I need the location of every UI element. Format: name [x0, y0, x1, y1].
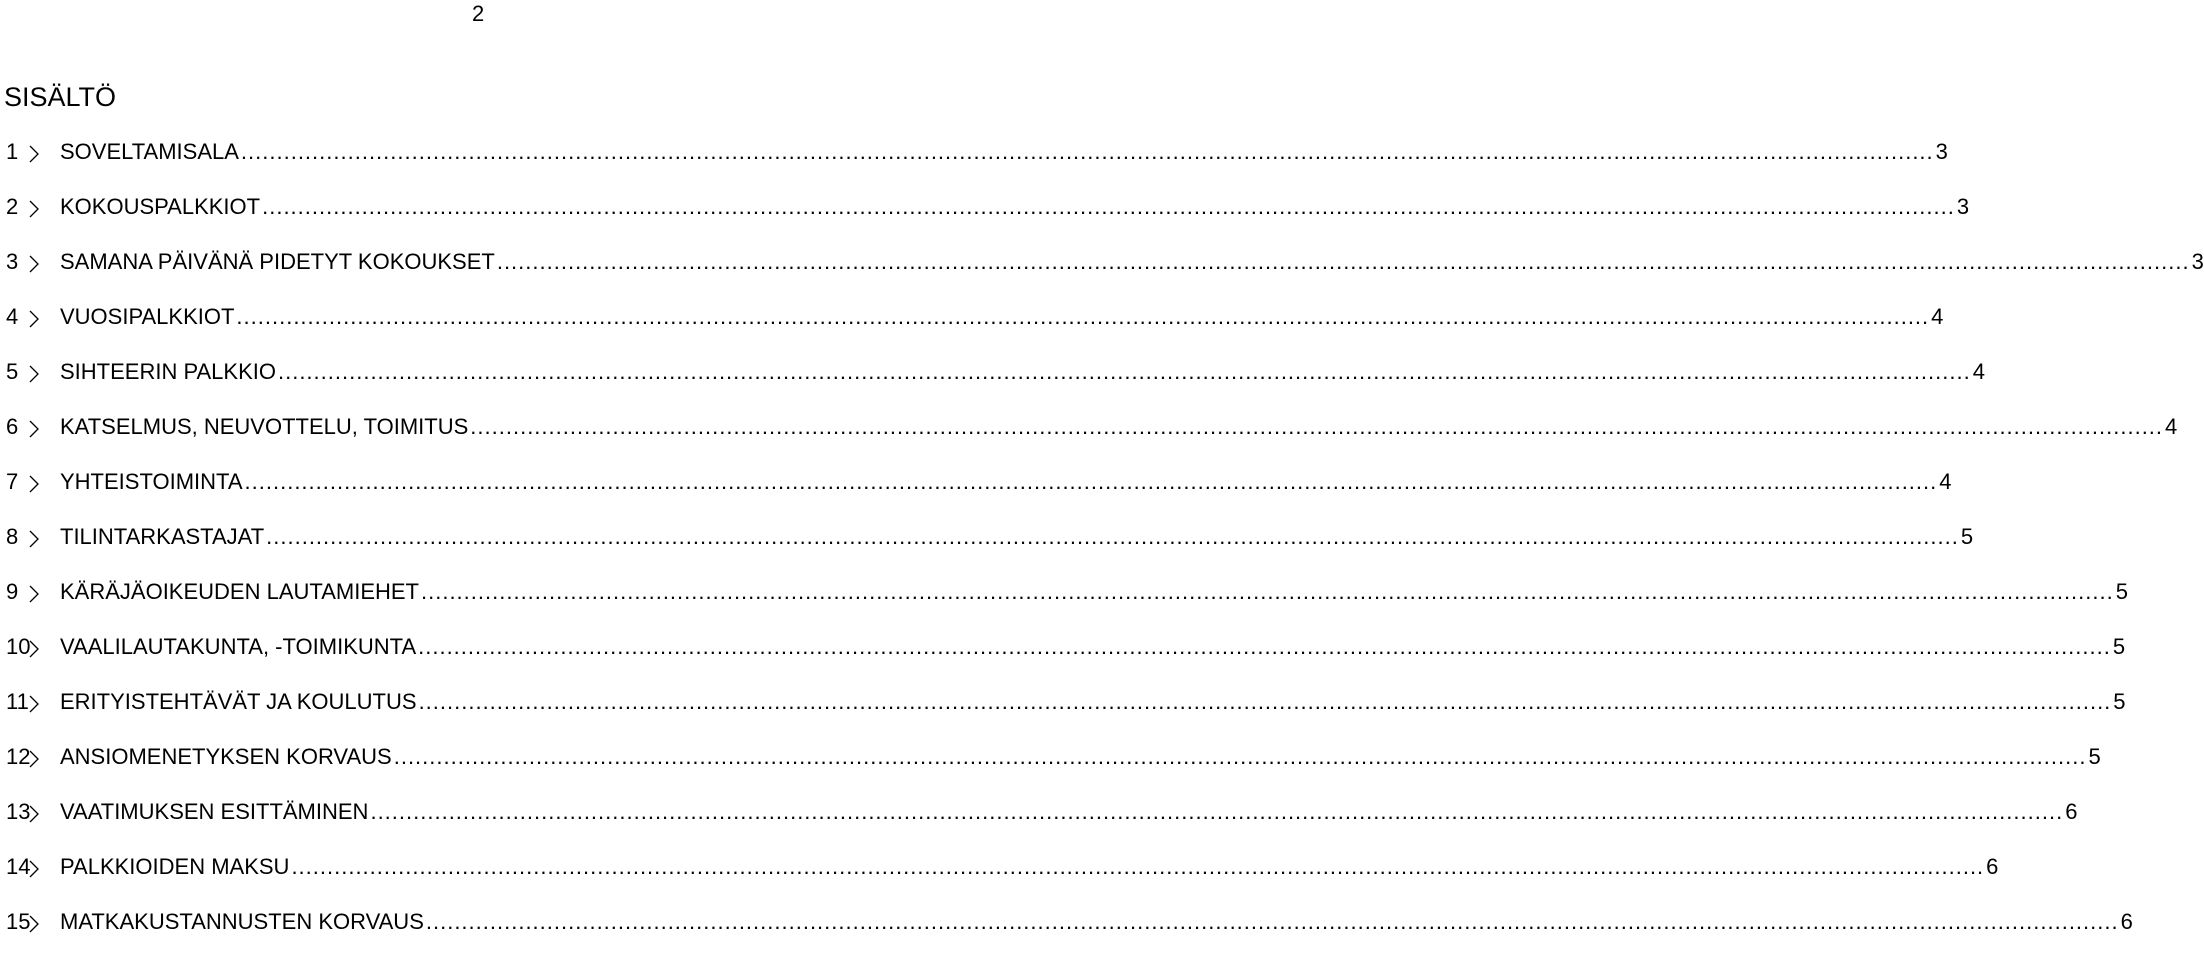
entry-page-number: 5 — [1960, 524, 1974, 549]
toc-entry[interactable] — [6, 523, 1974, 578]
page-number: 2 — [472, 1, 485, 26]
toc-entry[interactable] — [6, 303, 1944, 358]
entry-page-number: 6 — [2065, 799, 2078, 824]
toc-entry[interactable] — [6, 743, 2101, 798]
entry-number: 6 — [6, 414, 19, 439]
tab-mark-icon — [28, 688, 50, 716]
toc-entry[interactable] — [6, 853, 1999, 908]
entry-title: MATKAKUSTANNUSTEN KORVAUS — [60, 909, 424, 934]
tab-mark-icon — [28, 578, 50, 606]
toc-entry[interactable] — [6, 578, 2128, 633]
entry-title: SIHTEERIN PALKKIO — [60, 359, 276, 384]
entry-number: 1 — [6, 139, 19, 164]
dot-leader: .............................................................................................................................................................................................................................................. — [236, 304, 1930, 329]
entry-page-number: 6 — [1986, 854, 1999, 879]
entry-title: VAATIMUKSEN ESITTÄMINEN — [60, 799, 369, 824]
entry-page-number: 4 — [1931, 304, 1944, 329]
dot-leader: .............................................................................................................................................................................................................................................. — [470, 414, 2164, 439]
entry-page-number: 4 — [2165, 414, 2178, 439]
entry-title: SAMANA PÄIVÄNÄ PIDETYT KOKOUKSET — [60, 249, 495, 274]
entry-number: 3 — [6, 249, 19, 274]
entry-page-number: 5 — [2088, 744, 2101, 769]
entry-page-number: 5 — [2113, 689, 2126, 714]
entry-title: VUOSIPALKKIOT — [60, 304, 235, 329]
entry-page-number: 3 — [1935, 139, 1948, 164]
entry-title: SOVELTAMISALA — [60, 139, 239, 164]
entry-page-number: 4 — [1939, 469, 1952, 494]
tab-mark-icon — [28, 908, 50, 936]
toc-entry[interactable] — [6, 688, 2126, 743]
toc-entry[interactable] — [6, 248, 2204, 303]
entry-page-number: 3 — [1956, 194, 1970, 219]
tab-mark-icon — [28, 138, 50, 166]
entry-number: 15 — [6, 909, 31, 934]
entry-title: YHTEISTOIMINTA — [60, 469, 243, 494]
tab-mark-icon — [28, 413, 50, 441]
entry-number: 5 — [6, 359, 19, 384]
entry-number: 13 — [6, 799, 31, 824]
dot-leader: .............................................................................................................................................................................................................................................. — [425, 909, 2119, 934]
tab-mark-icon — [28, 468, 50, 496]
entry-title: ERITYISTEHTÄVÄT JA KOULUTUS — [60, 689, 417, 714]
tab-mark-icon — [28, 523, 50, 551]
toc-title: SISÄLTÖ — [4, 82, 117, 112]
dot-leader: .............................................................................................................................................................................................................................................. — [418, 689, 2112, 714]
entry-page-number: 3 — [2191, 249, 2204, 274]
entry-title: ANSIOMENETYKSEN KORVAUS — [60, 744, 392, 769]
tab-mark-icon — [28, 633, 50, 661]
dot-leader: .............................................................................................................................................................................................................................................. — [370, 799, 2064, 824]
entry-number: 9 — [6, 579, 19, 604]
toc-entry[interactable] — [6, 193, 1970, 248]
toc-entry[interactable] — [6, 908, 2133, 963]
entry-page-number: 5 — [2112, 634, 2126, 659]
entry-title: KÄRÄJÄOIKEUDEN LAUTAMIEHET — [60, 579, 419, 604]
tab-mark-icon — [28, 358, 50, 386]
dot-leader: .............................................................................................................................................................................................................................................. — [266, 524, 1959, 549]
entry-title: KOKOUSPALKKIOT — [60, 194, 261, 219]
dot-leader: .............................................................................................................................................................................................................................................. — [291, 854, 1985, 879]
toc-entry[interactable] — [6, 798, 2078, 853]
tab-mark-icon — [28, 193, 50, 221]
entry-number: 10 — [6, 634, 31, 659]
entry-title: KATSELMUS, NEUVOTTELU, TOIMITUS — [60, 414, 469, 439]
entry-number: 7 — [6, 469, 19, 494]
dot-leader: .............................................................................................................................................................................................................................................. — [244, 469, 1938, 494]
toc-entry[interactable] — [6, 413, 2178, 468]
tab-mark-icon — [28, 248, 50, 276]
entry-title: TILINTARKASTAJAT — [60, 524, 265, 549]
entry-page-number: 4 — [1972, 359, 1985, 384]
dot-leader: .............................................................................................................................................................................................................................................. — [262, 194, 1955, 219]
tab-mark-icon — [28, 303, 50, 331]
dot-leader: .............................................................................................................................................................................................................................................. — [277, 359, 1971, 384]
entry-number: 2 — [6, 194, 19, 219]
tab-mark-icon — [28, 853, 50, 881]
tab-mark-icon — [28, 798, 50, 826]
dot-leader: .............................................................................................................................................................................................................................................. — [240, 139, 1934, 164]
dot-leader: .............................................................................................................................................................................................................................................. — [496, 249, 2190, 274]
dot-leader: .............................................................................................................................................................................................................................................. — [393, 744, 2087, 769]
tab-mark-icon — [28, 743, 50, 771]
dot-leader: .............................................................................................................................................................................................................................................. — [418, 634, 2111, 659]
toc-entry[interactable] — [6, 633, 2126, 688]
entry-number: 14 — [6, 854, 31, 879]
toc-entry[interactable] — [6, 138, 1948, 193]
entry-number: 8 — [6, 524, 19, 549]
entry-page-number: 6 — [2120, 909, 2133, 934]
entry-number: 11 — [6, 689, 29, 714]
table-of-contents — [6, 138, 2204, 963]
entry-title: VAALILAUTAKUNTA, -TOIMIKUNTA — [60, 634, 417, 659]
entry-title: PALKKIOIDEN MAKSU — [60, 854, 290, 879]
entry-number: 12 — [6, 744, 31, 769]
dot-leader: .............................................................................................................................................................................................................................................. — [421, 579, 2114, 604]
entry-number: 4 — [6, 304, 19, 329]
entry-page-number: 5 — [2115, 579, 2128, 604]
toc-entry[interactable] — [6, 358, 1985, 413]
toc-entry[interactable] — [6, 468, 1952, 523]
